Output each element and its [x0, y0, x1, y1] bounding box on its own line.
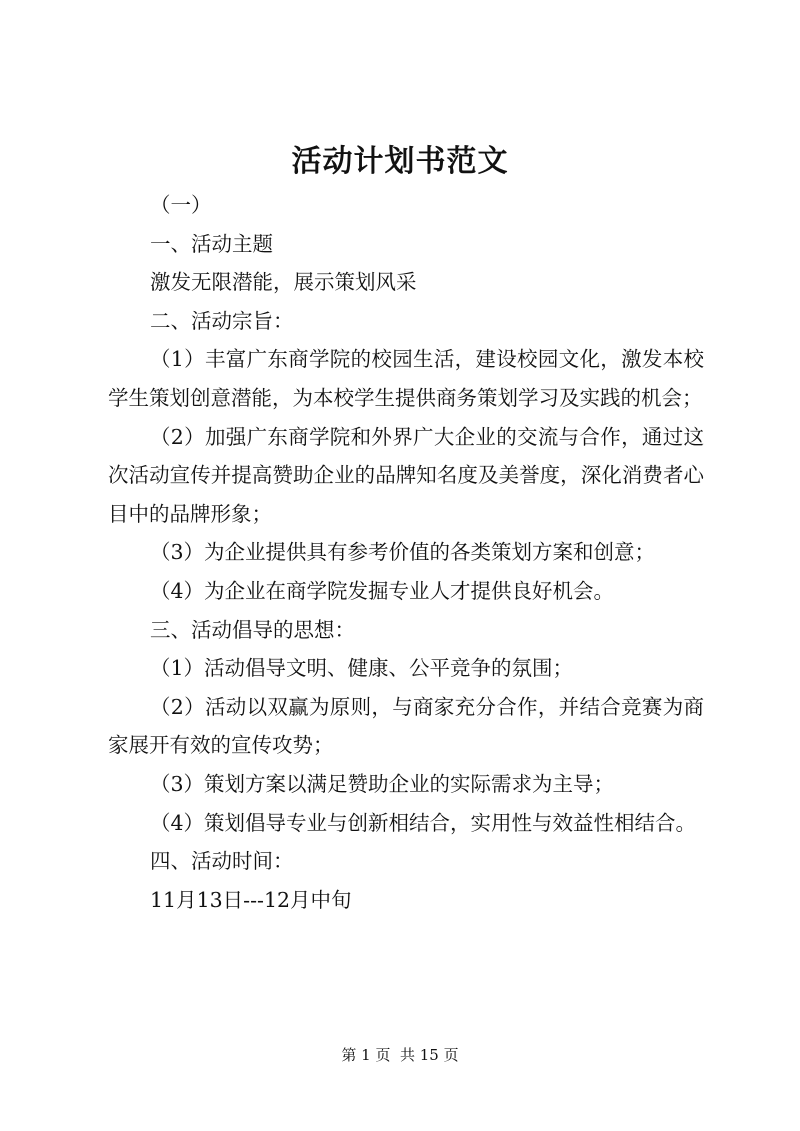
document-title: 活动计划书范文: [291, 144, 509, 179]
purpose-item-3: （3）为企业提供具有参考价值的各类策划方案和创意；: [150, 540, 656, 565]
section-number: （一）: [150, 193, 212, 217]
activity-time-text: 11月13日---12月中旬: [150, 887, 352, 912]
heading-activity-theme: 一、活动主题: [150, 231, 273, 256]
purpose-item-2: （2）加强广东商学院和外界广大企业的交流与合作，通过这次活动宣传并提高赞助企业的品牌知名度及美誉度，深化消费者心目中的品牌形象；: [108, 424, 704, 526]
idea-item-3: （3）策划方案以满足赞助企业的实际需求为主导；: [150, 771, 615, 796]
page-number: 第 1 页 共 15 页: [341, 1046, 459, 1064]
purpose-item-1: （1）丰富广东商学院的校园生活，建设校园文化，激发本校学生策划创意潜能，为本校学生提供商务策划学习及实践的机会；: [108, 347, 704, 410]
idea-item-4: （4）策划倡导专业与创新相结合，实用性与效益性相结合。: [150, 810, 697, 835]
page-footer: [0, 1044, 800, 1066]
idea-item-1: （1）活动倡导文明、健康、公平竞争的氛围；: [150, 656, 574, 681]
purpose-item-4: （4）为企业在商学院发掘专业人才提供良好机会。: [150, 578, 615, 603]
heading-activity-purpose: 二、活动宗旨：: [150, 308, 294, 333]
document-body: [108, 186, 704, 919]
heading-activity-time: 四、活动时间：: [150, 849, 294, 874]
idea-item-2: （2）活动以双赢为原则，与商家充分合作，并结合竞赛为商家展开有效的宣传攻势；: [108, 694, 704, 758]
heading-advocated-ideas: 三、活动倡导的思想：: [150, 617, 355, 642]
activity-theme-text: 激发无限潜能，展示策划风采: [150, 270, 417, 295]
